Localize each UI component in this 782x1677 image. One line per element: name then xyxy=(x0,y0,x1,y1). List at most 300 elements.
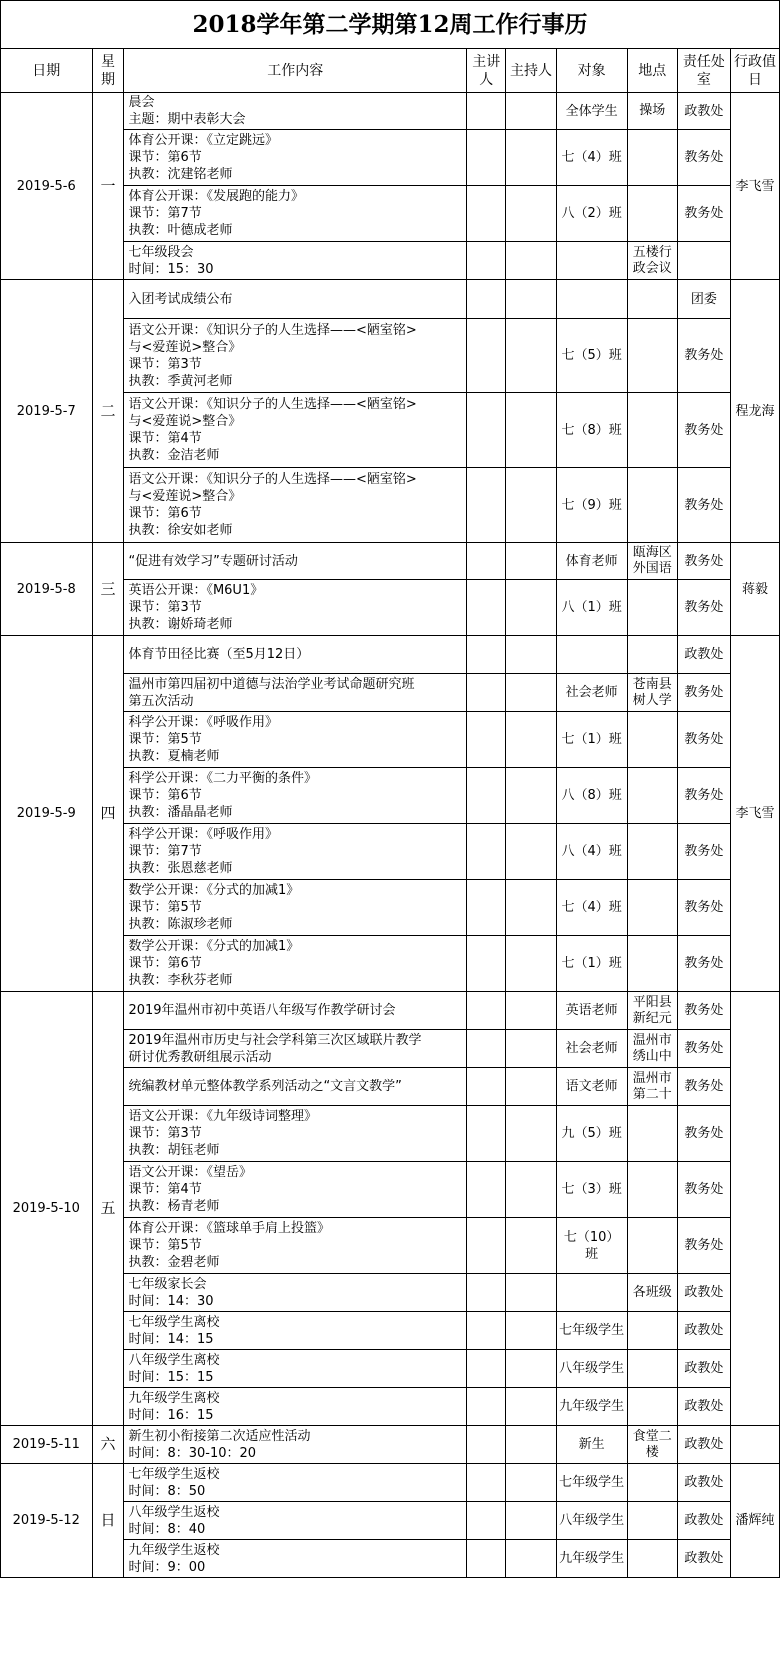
host-cell xyxy=(506,393,556,468)
table-row xyxy=(1,992,780,1030)
target-cell: 体育老师 xyxy=(556,543,627,580)
dept-cell: 教务处 xyxy=(677,880,730,936)
duty-cell: 潘辉纯 xyxy=(731,1464,780,1578)
content-line: 执教：叶德成老师 xyxy=(128,223,233,238)
content-line: 与<爱莲说>整合》 xyxy=(128,489,242,504)
content-cell xyxy=(124,393,467,468)
host-cell xyxy=(506,936,556,992)
lecturer-cell xyxy=(467,280,506,319)
place-cell xyxy=(627,880,677,936)
content-line: 主题：期中表彰大会 xyxy=(128,112,246,127)
dept-cell: 教务处 xyxy=(677,936,730,992)
duty-cell: 李飞雪 xyxy=(731,636,780,992)
content-line: 课节：第7节 xyxy=(128,206,202,221)
dept-cell: 政教处 xyxy=(677,1540,730,1578)
header-duty: 行政值日 xyxy=(731,49,780,93)
content-cell xyxy=(124,1312,467,1350)
place-cell xyxy=(627,636,677,674)
lecturer-cell xyxy=(467,1464,506,1502)
content-line: 执教：胡钰老师 xyxy=(128,1143,220,1158)
target-cell: 八（2）班 xyxy=(556,186,627,242)
host-cell xyxy=(506,280,556,319)
place-cell xyxy=(627,1502,677,1540)
place-cell xyxy=(627,393,677,468)
content-line: 语文公开课：《知识分子的人生选择——<陋室铭> xyxy=(128,472,417,487)
content-line: 执教：杨青老师 xyxy=(128,1199,220,1214)
target-cell: 社会老师 xyxy=(556,1030,627,1068)
content-line: 入团考试成绩公布 xyxy=(128,291,233,307)
place-cell xyxy=(627,712,677,768)
content-line: 九年级学生离校 xyxy=(128,1390,220,1406)
content-line: “促进有效学习”专题研讨活动 xyxy=(128,553,298,569)
target-cell xyxy=(556,636,627,674)
target-cell: 九（5）班 xyxy=(556,1106,627,1162)
content-line: 时间：9：00 xyxy=(128,1559,206,1575)
host-cell xyxy=(506,130,556,186)
place-cell xyxy=(627,1540,677,1578)
target-cell: 七（5）班 xyxy=(556,319,627,393)
lecturer-cell xyxy=(467,319,506,393)
content-line: 体育公开课：《发展跑的能力》 xyxy=(128,189,304,204)
content-line: 与<爱莲说>整合》 xyxy=(128,414,242,429)
content-line: 时间：8：50 xyxy=(128,1483,206,1499)
target-cell: 七（4）班 xyxy=(556,880,627,936)
content-line: 2019年温州市初中英语八年级写作教学研讨会 xyxy=(128,1003,396,1018)
dept-cell: 教务处 xyxy=(677,543,730,580)
dept-cell: 教务处 xyxy=(677,393,730,468)
schedule-table xyxy=(0,48,780,1578)
host-cell xyxy=(506,1218,556,1274)
host-cell xyxy=(506,824,556,880)
content-cell xyxy=(124,543,467,580)
lecturer-cell xyxy=(467,936,506,992)
content-cell xyxy=(124,1426,467,1464)
target-cell: 七（4）班 xyxy=(556,130,627,186)
content-line: 八年级学生返校 xyxy=(128,1504,220,1520)
lecturer-cell xyxy=(467,880,506,936)
target-cell: 八年级学生 xyxy=(556,1502,627,1540)
date-cell: 2019-5-10 xyxy=(1,992,93,1426)
content-line: 执教：沈建铭老师 xyxy=(128,167,233,182)
date-cell: 2019-5-8 xyxy=(1,543,93,636)
place-cell xyxy=(627,130,677,186)
content-line: 课节：第6节 xyxy=(128,506,202,521)
content-cell xyxy=(124,768,467,824)
page-title: 2018学年第二学期第12周工作行事历 xyxy=(0,0,780,48)
dept-cell: 教务处 xyxy=(677,1218,730,1274)
target-cell xyxy=(556,1274,627,1312)
content-cell xyxy=(124,580,467,636)
header-dept: 责任处室 xyxy=(677,49,730,93)
lecturer-cell xyxy=(467,186,506,242)
dept-cell: 团委 xyxy=(677,280,730,319)
host-cell xyxy=(506,1464,556,1502)
content-cell xyxy=(124,880,467,936)
content-line: 课节：第5节 xyxy=(128,1238,202,1253)
place-cell xyxy=(627,1312,677,1350)
content-line: 2019年温州市历史与社会学科第三次区域联片教学 xyxy=(128,1032,422,1048)
host-cell xyxy=(506,580,556,636)
host-cell xyxy=(506,93,556,130)
duty-cell xyxy=(731,992,780,1426)
content-line: 第五次活动 xyxy=(128,693,194,709)
dept-cell: 教务处 xyxy=(677,992,730,1030)
content-line: 时间：8：30-10：20 xyxy=(128,1445,257,1461)
target-cell: 语文老师 xyxy=(556,1068,627,1106)
lecturer-cell xyxy=(467,393,506,468)
date-cell: 2019-5-11 xyxy=(1,1426,93,1464)
content-cell xyxy=(124,824,467,880)
date-cell: 2019-5-7 xyxy=(1,280,93,543)
header-place: 地点 xyxy=(627,49,677,93)
header-row xyxy=(1,49,780,93)
table-row xyxy=(1,636,780,674)
weekday-cell: 一 xyxy=(92,93,124,280)
place-cell: 五楼行政会议 xyxy=(627,242,677,280)
content-line: 执教：徐安如老师 xyxy=(128,523,233,538)
place-cell xyxy=(627,936,677,992)
place-cell xyxy=(627,768,677,824)
content-line: 新生初小衔接第二次适应性活动 xyxy=(128,1428,311,1444)
target-cell xyxy=(556,280,627,319)
place-cell xyxy=(627,1218,677,1274)
content-line: 科学公开课：《呼吸作用》 xyxy=(128,827,278,842)
content-line: 七年级学生返校 xyxy=(128,1466,220,1482)
host-cell xyxy=(506,242,556,280)
content-line: 执教：谢娇琦老师 xyxy=(128,617,233,632)
dept-cell xyxy=(677,242,730,280)
host-cell xyxy=(506,468,556,543)
dept-cell: 教务处 xyxy=(677,130,730,186)
content-line: 执教：陈淑珍老师 xyxy=(128,917,233,932)
lecturer-cell xyxy=(467,768,506,824)
content-line: 语文公开课：《知识分子的人生选择——<陋室铭> xyxy=(128,322,417,338)
dept-cell: 教务处 xyxy=(677,824,730,880)
content-line: 晨会 xyxy=(128,95,155,110)
place-cell xyxy=(627,1464,677,1502)
lecturer-cell xyxy=(467,1502,506,1540)
content-line: 课节：第5节 xyxy=(128,900,202,915)
host-cell xyxy=(506,674,556,712)
content-line: 课节：第6节 xyxy=(128,788,202,803)
header-target: 对象 xyxy=(556,49,627,93)
content-line: 课节：第6节 xyxy=(128,956,202,971)
place-cell xyxy=(627,580,677,636)
content-cell xyxy=(124,1464,467,1502)
dept-cell: 教务处 xyxy=(677,1106,730,1162)
content-cell xyxy=(124,1388,467,1426)
content-cell xyxy=(124,186,467,242)
lecturer-cell xyxy=(467,1218,506,1274)
content-cell xyxy=(124,242,467,280)
content-line: 温州市第四届初中道德与法治学业考试命题研究班 xyxy=(128,676,415,692)
host-cell xyxy=(506,543,556,580)
lecturer-cell xyxy=(467,468,506,543)
lecturer-cell xyxy=(467,1426,506,1464)
content-line: 语文公开课：《望岳》 xyxy=(128,1165,252,1180)
table-row xyxy=(1,1464,780,1502)
place-cell xyxy=(627,1350,677,1388)
place-cell: 平阳县新纪元 xyxy=(627,992,677,1030)
content-line: 九年级学生返校 xyxy=(128,1542,220,1558)
host-cell xyxy=(506,1106,556,1162)
duty-cell xyxy=(731,1426,780,1464)
content-cell xyxy=(124,1030,467,1068)
content-line: 课节：第3节 xyxy=(128,356,202,372)
content-line: 科学公开课：《呼吸作用》 xyxy=(128,715,278,730)
header-host: 主持人 xyxy=(506,49,556,93)
dept-cell: 政教处 xyxy=(677,1502,730,1540)
lecturer-cell xyxy=(467,824,506,880)
lecturer-cell xyxy=(467,93,506,130)
content-line: 时间：15：15 xyxy=(128,1369,214,1385)
dept-cell: 教务处 xyxy=(677,712,730,768)
place-cell xyxy=(627,280,677,319)
lecturer-cell xyxy=(467,1030,506,1068)
lecturer-cell xyxy=(467,543,506,580)
host-cell xyxy=(506,1502,556,1540)
dept-cell: 政教处 xyxy=(677,1350,730,1388)
lecturer-cell xyxy=(467,1274,506,1312)
content-cell xyxy=(124,1502,467,1540)
place-cell: 食堂二楼 xyxy=(627,1426,677,1464)
dept-cell: 教务处 xyxy=(677,186,730,242)
content-line: 执教：潘晶晶老师 xyxy=(128,805,233,820)
dept-cell: 教务处 xyxy=(677,768,730,824)
dept-cell: 教务处 xyxy=(677,1030,730,1068)
header-content: 工作内容 xyxy=(124,49,467,93)
weekday-cell: 五 xyxy=(92,992,124,1426)
target-cell: 新生 xyxy=(556,1426,627,1464)
place-cell: 温州市绣山中 xyxy=(627,1030,677,1068)
table-row xyxy=(1,280,780,319)
place-cell xyxy=(627,1388,677,1426)
target-cell: 八（1）班 xyxy=(556,580,627,636)
target-cell: 七（10）班 xyxy=(556,1218,627,1274)
place-cell: 苍南县树人学 xyxy=(627,674,677,712)
content-cell xyxy=(124,93,467,130)
lecturer-cell xyxy=(467,712,506,768)
dept-cell: 政教处 xyxy=(677,1388,730,1426)
content-line: 课节：第6节 xyxy=(128,150,202,165)
date-cell: 2019-5-6 xyxy=(1,93,93,280)
place-cell xyxy=(627,186,677,242)
content-line: 执教：金洁老师 xyxy=(128,448,220,463)
content-line: 课节：第4节 xyxy=(128,431,202,446)
content-line: 时间：16：15 xyxy=(128,1407,214,1423)
host-cell xyxy=(506,319,556,393)
lecturer-cell xyxy=(467,1106,506,1162)
lecturer-cell xyxy=(467,1540,506,1578)
target-cell: 八（8）班 xyxy=(556,768,627,824)
lecturer-cell xyxy=(467,1162,506,1218)
host-cell xyxy=(506,1350,556,1388)
lecturer-cell xyxy=(467,1350,506,1388)
content-cell xyxy=(124,130,467,186)
content-line: 体育公开课：《立定跳远》 xyxy=(128,133,278,148)
weekday-cell: 四 xyxy=(92,636,124,992)
target-cell: 七年级学生 xyxy=(556,1464,627,1502)
content-cell xyxy=(124,319,467,393)
dept-cell: 教务处 xyxy=(677,1068,730,1106)
content-line: 课节：第3节 xyxy=(128,1126,202,1141)
content-line: 时间：14：15 xyxy=(128,1331,214,1347)
target-cell: 全体学生 xyxy=(556,93,627,130)
host-cell xyxy=(506,1068,556,1106)
content-line: 体育公开课：《篮球单手肩上投篮》 xyxy=(128,1221,330,1236)
target-cell: 八（4）班 xyxy=(556,824,627,880)
date-cell: 2019-5-12 xyxy=(1,1464,93,1578)
target-cell: 英语老师 xyxy=(556,992,627,1030)
dept-cell: 政教处 xyxy=(677,1464,730,1502)
content-cell xyxy=(124,1350,467,1388)
lecturer-cell xyxy=(467,242,506,280)
duty-cell: 李飞雪 xyxy=(731,93,780,280)
content-line: 时间：14：30 xyxy=(128,1293,214,1309)
content-line: 数学公开课：《分式的加减1》 xyxy=(128,883,300,898)
target-cell xyxy=(556,242,627,280)
content-cell xyxy=(124,1162,467,1218)
dept-cell: 政教处 xyxy=(677,636,730,674)
content-line: 七年级家长会 xyxy=(128,1276,207,1292)
content-line: 执教：张恩慈老师 xyxy=(128,861,233,876)
content-line: 课节：第5节 xyxy=(128,732,202,747)
place-cell: 操场 xyxy=(627,93,677,130)
host-cell xyxy=(506,1162,556,1218)
place-cell: 温州市第二十 xyxy=(627,1068,677,1106)
place-cell xyxy=(627,468,677,543)
place-cell xyxy=(627,824,677,880)
place-cell: 瓯海区外国语 xyxy=(627,543,677,580)
host-cell xyxy=(506,1388,556,1426)
content-line: 英语公开课：《M6U1》 xyxy=(128,583,264,598)
dept-cell: 教务处 xyxy=(677,580,730,636)
target-cell: 八年级学生 xyxy=(556,1350,627,1388)
target-cell: 七（9）班 xyxy=(556,468,627,543)
content-line: 执教：季黄河老师 xyxy=(128,373,233,389)
header-date: 日期 xyxy=(1,49,93,93)
target-cell: 七（3）班 xyxy=(556,1162,627,1218)
host-cell xyxy=(506,1540,556,1578)
lecturer-cell xyxy=(467,636,506,674)
host-cell xyxy=(506,186,556,242)
dept-cell: 政教处 xyxy=(677,1274,730,1312)
content-line: 执教：夏楠老师 xyxy=(128,749,220,764)
content-cell xyxy=(124,992,467,1030)
content-line: 与<爱莲说>整合》 xyxy=(128,339,242,355)
weekday-cell: 日 xyxy=(92,1464,124,1578)
target-cell: 七（1）班 xyxy=(556,936,627,992)
content-cell xyxy=(124,1540,467,1578)
lecturer-cell xyxy=(467,674,506,712)
host-cell xyxy=(506,880,556,936)
lecturer-cell xyxy=(467,130,506,186)
lecturer-cell xyxy=(467,992,506,1030)
weekday-cell: 六 xyxy=(92,1426,124,1464)
content-line: 时间：15：30 xyxy=(128,261,214,277)
lecturer-cell xyxy=(467,1388,506,1426)
content-line: 语文公开课：《九年级诗词整理》 xyxy=(128,1109,317,1124)
content-line: 课节：第4节 xyxy=(128,1182,202,1197)
host-cell xyxy=(506,712,556,768)
content-line: 课节：第7节 xyxy=(128,844,202,859)
content-cell xyxy=(124,936,467,992)
content-cell xyxy=(124,636,467,674)
dept-cell: 教务处 xyxy=(677,319,730,393)
weekday-cell: 三 xyxy=(92,543,124,636)
lecturer-cell xyxy=(467,580,506,636)
content-line: 课节：第3节 xyxy=(128,600,202,615)
place-cell xyxy=(627,1106,677,1162)
dept-cell: 政教处 xyxy=(677,1426,730,1464)
content-cell xyxy=(124,280,467,319)
host-cell xyxy=(506,1274,556,1312)
header-weekday: 星期 xyxy=(92,49,124,93)
content-cell xyxy=(124,712,467,768)
duty-cell: 程龙海 xyxy=(731,280,780,543)
content-line: 数学公开课：《分式的加减1》 xyxy=(128,939,300,954)
content-cell xyxy=(124,1274,467,1312)
content-line: 统编教材单元整体教学系列活动之“文言文教学” xyxy=(128,1079,402,1094)
content-line: 执教：金碧老师 xyxy=(128,1255,220,1270)
content-line: 研讨优秀教研组展示活动 xyxy=(128,1049,272,1065)
host-cell xyxy=(506,1312,556,1350)
content-cell xyxy=(124,468,467,543)
content-line: 执教：李秋芬老师 xyxy=(128,973,233,988)
content-cell xyxy=(124,1068,467,1106)
host-cell xyxy=(506,992,556,1030)
target-cell: 七年级学生 xyxy=(556,1312,627,1350)
host-cell xyxy=(506,768,556,824)
lecturer-cell xyxy=(467,1312,506,1350)
dept-cell: 教务处 xyxy=(677,468,730,543)
target-cell: 九年级学生 xyxy=(556,1540,627,1578)
content-line: 语文公开课：《知识分子的人生选择——<陋室铭> xyxy=(128,397,417,412)
duty-cell: 蒋毅 xyxy=(731,543,780,636)
target-cell: 社会老师 xyxy=(556,674,627,712)
table-row xyxy=(1,1426,780,1464)
place-cell: 各班级 xyxy=(627,1274,677,1312)
content-line: 时间：8：40 xyxy=(128,1521,206,1537)
content-line: 八年级学生离校 xyxy=(128,1352,220,1368)
table-row xyxy=(1,93,780,130)
target-cell: 七（8）班 xyxy=(556,393,627,468)
lecturer-cell xyxy=(467,1068,506,1106)
dept-cell: 政教处 xyxy=(677,93,730,130)
host-cell xyxy=(506,1426,556,1464)
content-cell xyxy=(124,1106,467,1162)
weekday-cell: 二 xyxy=(92,280,124,543)
content-line: 七年级段会 xyxy=(128,244,194,260)
content-line: 科学公开课：《二力平衡的条件》 xyxy=(128,771,317,786)
header-lecturer: 主讲人 xyxy=(467,49,506,93)
content-line: 七年级学生离校 xyxy=(128,1314,220,1330)
schedule-body xyxy=(1,93,780,1578)
table-row xyxy=(1,543,780,580)
dept-cell: 教务处 xyxy=(677,674,730,712)
host-cell xyxy=(506,1030,556,1068)
host-cell xyxy=(506,636,556,674)
target-cell: 七（1）班 xyxy=(556,712,627,768)
place-cell xyxy=(627,1162,677,1218)
content-line: 体育节田径比赛（至5月12日） xyxy=(128,647,310,662)
dept-cell: 教务处 xyxy=(677,1162,730,1218)
content-cell xyxy=(124,674,467,712)
dept-cell: 政教处 xyxy=(677,1312,730,1350)
place-cell xyxy=(627,319,677,393)
target-cell: 九年级学生 xyxy=(556,1388,627,1426)
date-cell: 2019-5-9 xyxy=(1,636,93,992)
